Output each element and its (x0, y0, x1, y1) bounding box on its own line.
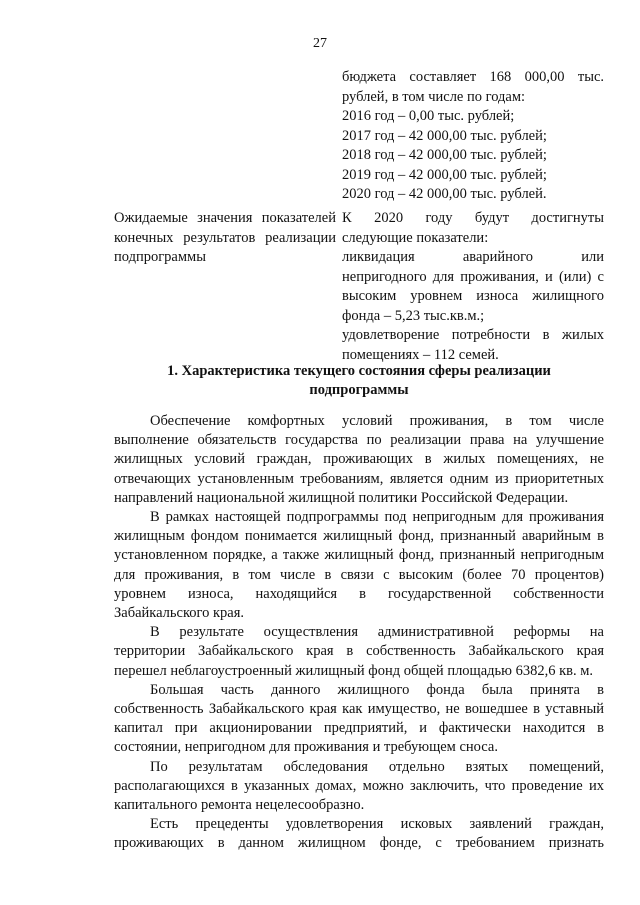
paragraph-line: жилищным фондом понимается жилищный фонд, признанный аварийным в (114, 528, 604, 545)
value-line: ликвидация аварийного или (342, 249, 604, 265)
expected-results-label (114, 209, 336, 268)
budget-year: 2017 год – 42 000,00 тыс. рублей; (342, 127, 547, 144)
value-line: помещениях – 112 семей. (342, 346, 499, 363)
paragraph-line: направлений национальной жилищной политики Российской Федерации. (114, 489, 569, 506)
paragraph-line: жилищных условий граждан, проживающих в жилых помещениях, не (114, 451, 604, 468)
paragraph-line: В рамках настоящей подпрограммы под непригодным для проживания (150, 509, 604, 526)
page-number: 27 (313, 36, 327, 51)
paragraph-line: капитального ремонта нецелесообразно. (114, 797, 365, 814)
paragraph-line: выполнение обязательств государства по реализации права на улучшение (114, 432, 604, 449)
budget-year: 2019 год – 42 000,00 тыс. рублей; (342, 166, 547, 183)
paragraph-line: состоянии, непригодном для проживания и требующем сноса. (114, 739, 498, 756)
budget-year: 2016 год – 0,00 тыс. рублей; (342, 108, 515, 124)
paragraph-line: капитал при акционировании предприятий, и фактически находится в (114, 720, 604, 737)
paragraph-line: проживающих в данном жилищном фонде, с требованием признать (114, 835, 604, 852)
budget-year: 2020 год – 42 000,00 тыс. рублей. (342, 186, 547, 202)
section-title (114, 362, 604, 400)
paragraph-line: для проживания, в том числе в связи с высоким (более 70 процентов) (114, 566, 604, 583)
paragraph-line: располагающихся в указанных домах, можно заключить, что проведение их (114, 777, 604, 794)
paragraph-line: уровнем износа, находящийся в государственной собственности (114, 585, 604, 602)
paragraph-line: установленном порядке, а также жилищный фонд, признанный непригодным (114, 547, 604, 564)
paragraph-line: Забайкальского края. (114, 605, 244, 622)
paragraph-line: собственность Забайкальского края как имущество, не вошедшее в уставный (114, 701, 604, 718)
budget-line: бюджета составляет 168 000,00 тыс. (342, 69, 604, 85)
budget-year: 2018 год – 42 000,00 тыс. рублей; (342, 147, 547, 163)
paragraph-line: По результатам обследования отдельно взятых помещений, (150, 758, 604, 775)
section-title-line: подпрограммы (309, 382, 409, 398)
budget-block (342, 68, 604, 205)
paragraph-line: территории Забайкальского края в собственность Забайкальского края (114, 643, 604, 660)
paragraph-line: Большая часть данного жилищного фонда была принята в (150, 681, 604, 698)
value-line: удовлетворение потребности в жилых (342, 327, 604, 343)
paragraph-line: перешел неблагоустроенный жилищный фонд общей площадью 6382,6 кв. м. (114, 662, 594, 679)
value-line: следующие показатели: (342, 229, 489, 246)
value-line: высоким уровнем износа жилищного (342, 288, 604, 304)
label-line: Ожидаемые значения показателей (114, 210, 336, 226)
expected-results-value (342, 209, 604, 365)
paragraph-line: Обеспечение комфортных условий проживания, в том числе (150, 413, 604, 429)
paragraph-line: В результате осуществления административной реформы на (150, 624, 604, 641)
paragraph-line: отвечающих установленным требованиям, является одним из приоритетных (114, 470, 604, 487)
value-line: фонда – 5,23 тыс.кв.м.; (342, 307, 485, 324)
value-line: К 2020 году будут достигнуты (342, 210, 604, 226)
value-line: непригодного для проживания, и (или) с (342, 268, 604, 285)
label-line: подпрограммы (114, 249, 206, 265)
paragraph-line: Есть прецеденты удовлетворения исковых заявлений граждан, (150, 816, 604, 833)
section-title-line: 1. Характеристика текущего состояния сферы реализации (167, 363, 551, 379)
budget-line: рублей, в том числе по годам: (342, 88, 526, 105)
body-text (114, 412, 604, 854)
label-line: конечных результатов реализации (114, 229, 336, 246)
